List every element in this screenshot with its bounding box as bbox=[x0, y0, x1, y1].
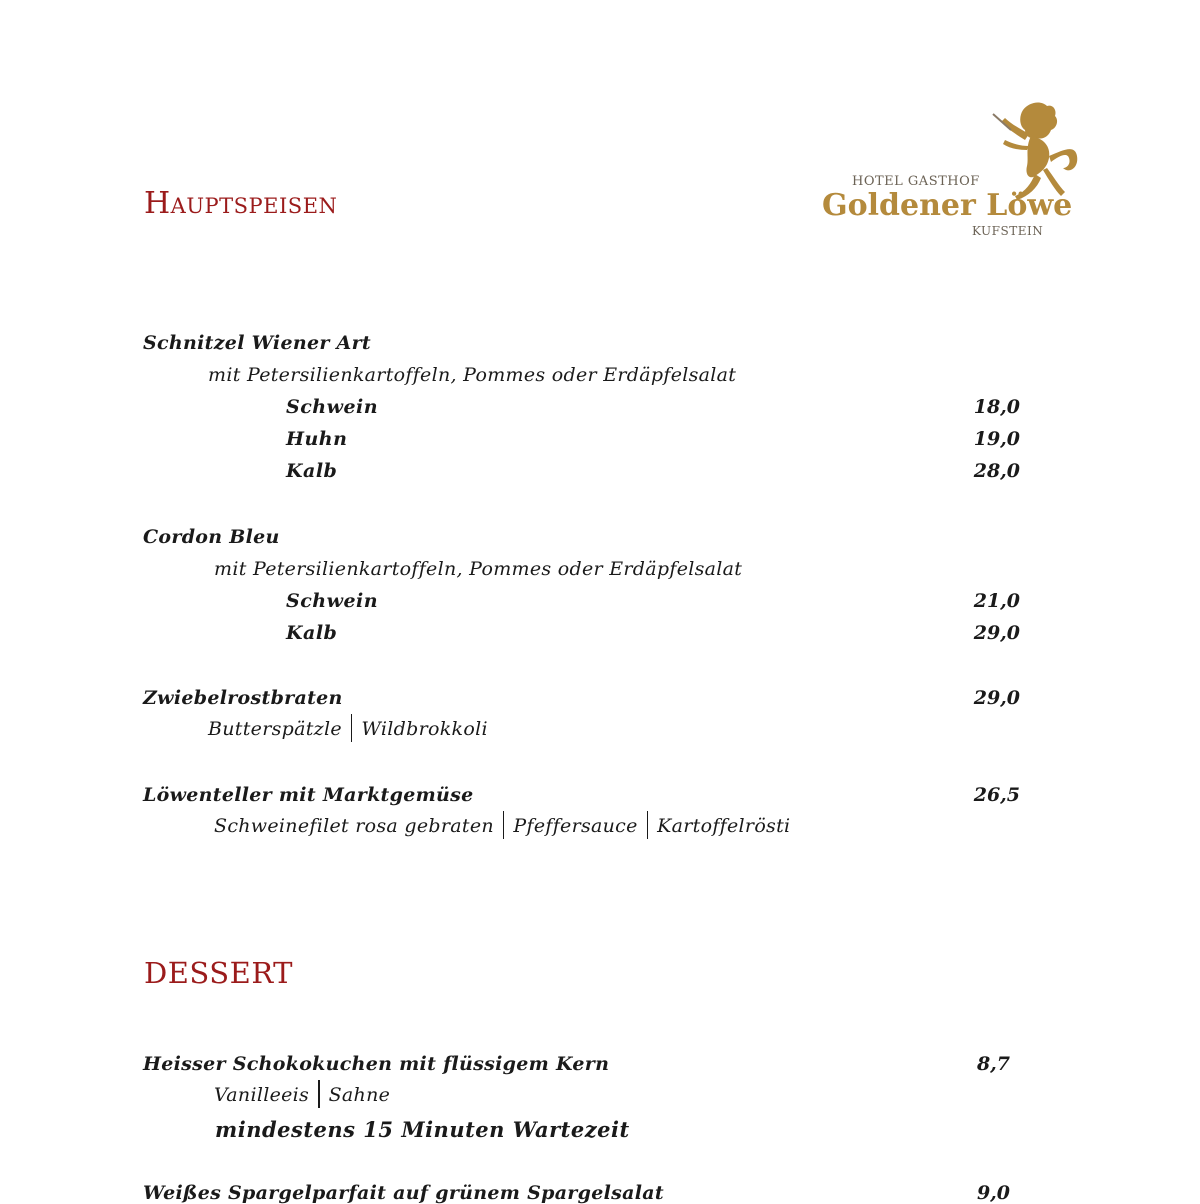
menu-item-name: Cordon Bleu bbox=[143, 526, 280, 548]
side-dish: Sahne bbox=[328, 1084, 391, 1106]
menu-item-description: mit Petersilienkartoffeln, Pommes oder Erdäpfelsalat bbox=[208, 364, 737, 386]
side-dish: Butterspätzle bbox=[208, 718, 342, 740]
variant-label: Kalb bbox=[286, 460, 338, 482]
variant-label: Huhn bbox=[286, 428, 348, 450]
side-dish: Pfeffersauce bbox=[513, 815, 638, 837]
side-dish: Vanilleeis bbox=[214, 1084, 310, 1106]
menu-item-sides bbox=[214, 813, 790, 841]
waiting-time-note: mindestens 15 Minuten Wartezeit bbox=[215, 1117, 630, 1142]
hotel-logo bbox=[820, 100, 1090, 245]
variant-label: Kalb bbox=[286, 622, 338, 644]
price: 26,5 bbox=[973, 784, 1020, 806]
separator-bar bbox=[351, 714, 353, 742]
menu-item-name: Zwiebelrostbraten bbox=[143, 687, 343, 709]
section-title-dessert: DESSERT bbox=[144, 956, 293, 990]
menu-item-name: Heisser Schokokuchen mit flüssigem Kern bbox=[143, 1053, 610, 1075]
side-dish: Schweinefilet rosa gebraten bbox=[214, 815, 494, 837]
section-title-main: Hauptspeisen bbox=[144, 186, 338, 221]
menu-item-name: Weißes Spargelparfait auf grünem Spargelsalat bbox=[143, 1182, 664, 1204]
price: 19,0 bbox=[973, 428, 1020, 450]
variant-label: Schwein bbox=[286, 590, 379, 612]
menu-item-name: Löwenteller mit Marktgemüse bbox=[143, 784, 474, 806]
separator-bar bbox=[503, 811, 505, 839]
menu-item-description: mit Petersilienkartoffeln, Pommes oder Erdäpfelsalat bbox=[214, 558, 743, 580]
price: 28,0 bbox=[973, 460, 1020, 482]
variant-label: Schwein bbox=[286, 396, 379, 418]
menu-item-sides bbox=[214, 1082, 390, 1110]
menu-item-name: Schnitzel Wiener Art bbox=[143, 332, 371, 354]
logo-place: KUFSTEIN bbox=[972, 224, 1044, 238]
price: 29,0 bbox=[973, 622, 1020, 644]
price: 21,0 bbox=[973, 590, 1020, 612]
side-dish: Wildbrokkoli bbox=[361, 718, 488, 740]
price: 8,7 bbox=[976, 1053, 1010, 1075]
separator-bar bbox=[318, 1080, 320, 1108]
separator-bar bbox=[647, 811, 649, 839]
logo-name: Goldener Löwe bbox=[822, 188, 1073, 223]
price: 9,0 bbox=[976, 1182, 1010, 1204]
menu-item-sides bbox=[208, 716, 488, 744]
side-dish: Kartoffelrösti bbox=[657, 815, 791, 837]
price: 18,0 bbox=[973, 396, 1020, 418]
logo-line1: HOTEL GASTHOF bbox=[852, 174, 980, 189]
price: 29,0 bbox=[973, 687, 1020, 709]
